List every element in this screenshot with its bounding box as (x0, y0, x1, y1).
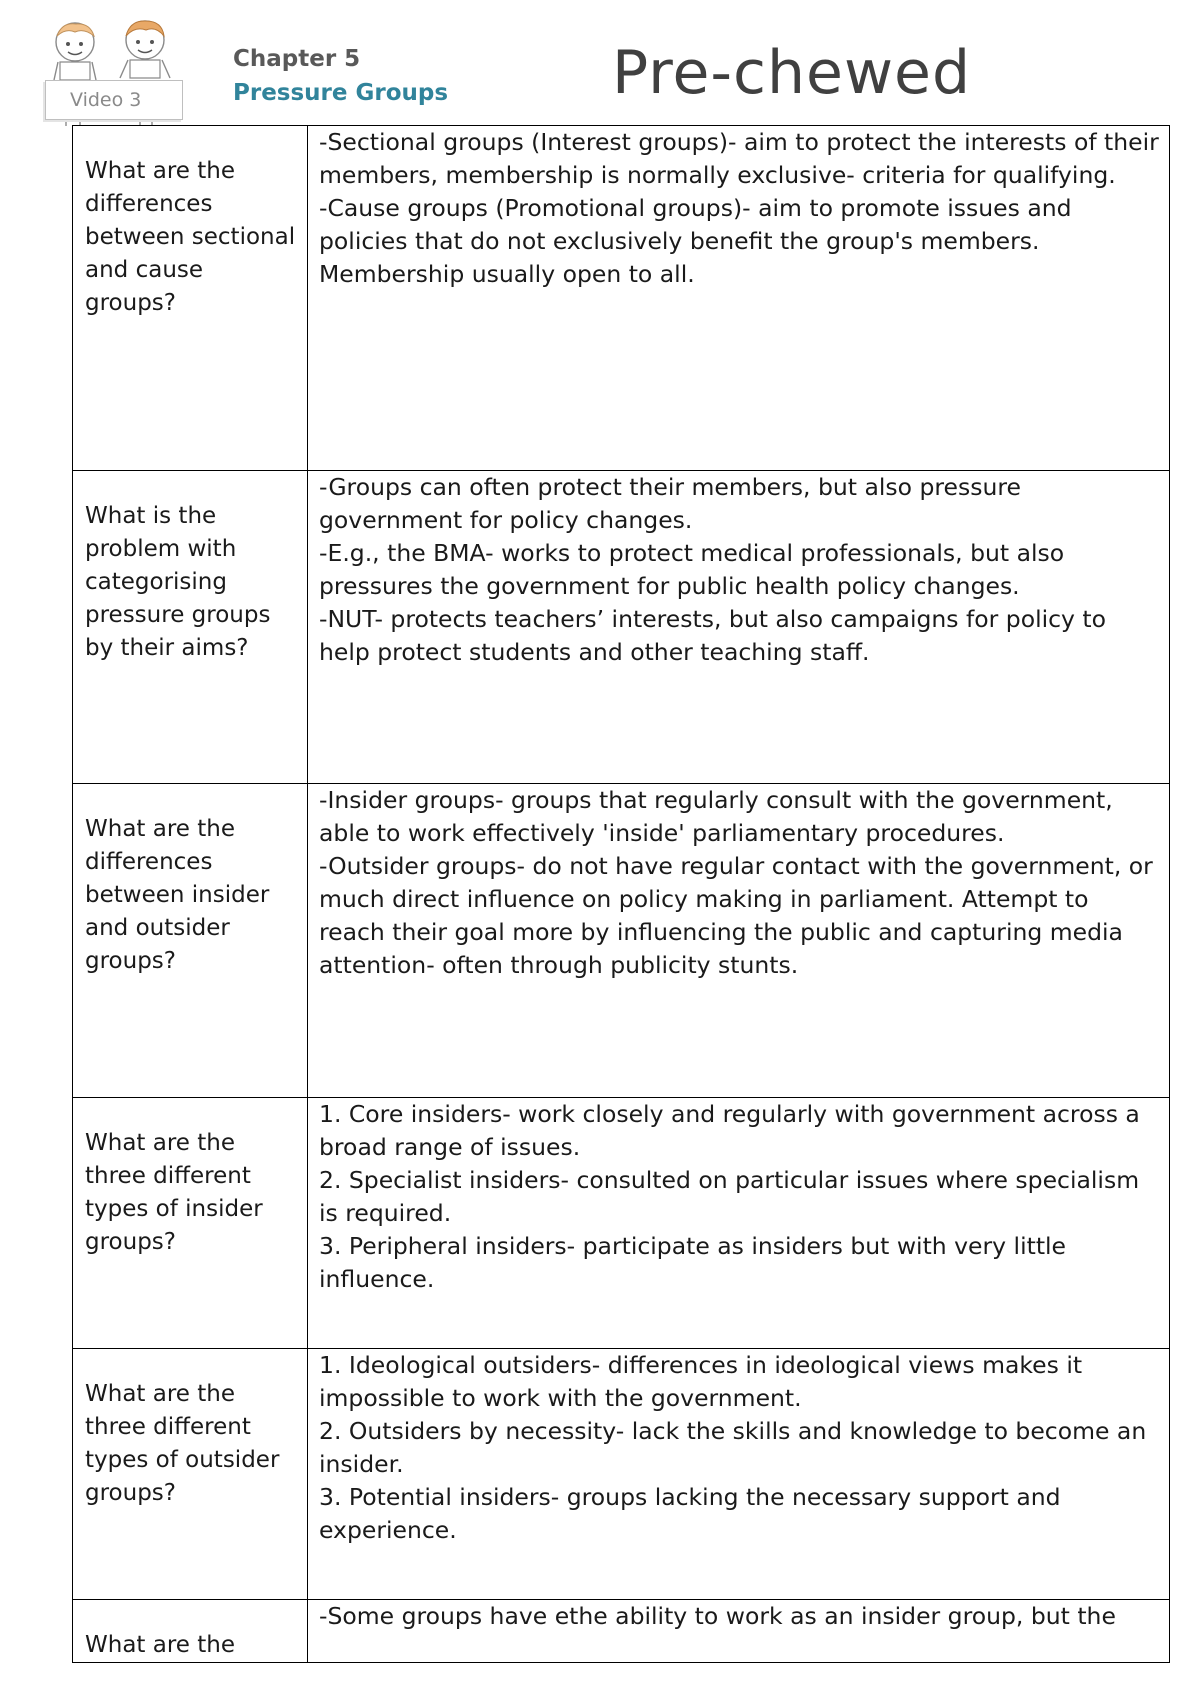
answer-line: -Cause groups (Promotional groups)- aim to promote issues and policies that do not exclusively benefit the group's members. Membership usually open to all. (319, 194, 1072, 288)
answer-line: -Sectional groups (Interest groups)- aim to protect the interests of their members, membership is normally exclusive- criteria for qualifying. (319, 128, 1159, 189)
answer-line: 1. Core insiders- work closely and regularly with government across a broad range of issues. (319, 1100, 1140, 1161)
answer-line: -E.g., the BMA- works to protect medical professionals, but also pressures the government for public health policy changes. (319, 539, 1065, 600)
table-row (73, 784, 1170, 1098)
answer-line: -Some groups have ethe ability to work as an insider group, but the (319, 1602, 1116, 1630)
question-cell (73, 1600, 308, 1663)
answer-line: 2. Specialist insiders- consulted on particular issues where specialism is required. (319, 1166, 1140, 1227)
answer-line: -Insider groups- groups that regularly consult with the government, able to work effectively 'inside' parliamentary procedures. (319, 786, 1113, 847)
video-label: Video 3 (45, 80, 183, 120)
question-cell (73, 1349, 308, 1600)
question-text: What are the differences between sectional and cause groups? (85, 158, 296, 316)
question-cell (73, 784, 308, 1098)
answer-line: 1. Ideological outsiders- differences in ideological views makes it impossible to work with the government. (319, 1351, 1083, 1412)
table-row (73, 1600, 1170, 1663)
question-text: What are the differences between insider and outsider groups? (85, 816, 270, 974)
topic-subtitle: Pressure Groups (233, 80, 449, 106)
answer-line: 2. Outsiders by necessity- lack the skills and knowledge to become an insider. (319, 1417, 1147, 1478)
answer-line: -Groups can often protect their members, but also pressure government for policy changes. (319, 473, 1021, 534)
answer-cell (308, 126, 1170, 471)
table-row (73, 1098, 1170, 1349)
answer-cell (308, 1098, 1170, 1349)
question-cell (73, 471, 308, 784)
answer-cell (308, 784, 1170, 1098)
question-cell (73, 1098, 308, 1349)
answer-line: -NUT- protects teachers’ interests, but also campaigns for policy to help protect students and other teaching staff. (319, 605, 1107, 666)
question-text: What is the problem with categorising pressure groups by their aims? (85, 503, 271, 661)
answer-cell (308, 471, 1170, 784)
question-cell (73, 126, 308, 471)
table-row (73, 1349, 1170, 1600)
question-text: What are the three different types of outsider groups? (85, 1381, 280, 1506)
answer-cell (308, 1600, 1170, 1663)
page-header (0, 0, 1200, 125)
chapter-heading: Chapter 5 (233, 46, 361, 72)
page-title: Pre-chewed (612, 38, 972, 108)
table-row (73, 126, 1170, 471)
answer-cell (308, 1349, 1170, 1600)
question-text: What are the three different types of insider groups? (85, 1130, 263, 1255)
answer-line: 3. Potential insiders- groups lacking the necessary support and experience. (319, 1483, 1061, 1544)
answer-line: -Outsider groups- do not have regular contact with the government, or much direct influence on policy making in parliament. Attempt to reach their goal more by influencing the public and capturing media attention- often through publicity stunts. (319, 852, 1153, 979)
qa-table (72, 125, 1170, 1663)
table-row (73, 471, 1170, 784)
question-text: What are the (85, 1632, 235, 1658)
answer-line: 3. Peripheral insiders- participate as insiders but with very little influence. (319, 1232, 1067, 1293)
